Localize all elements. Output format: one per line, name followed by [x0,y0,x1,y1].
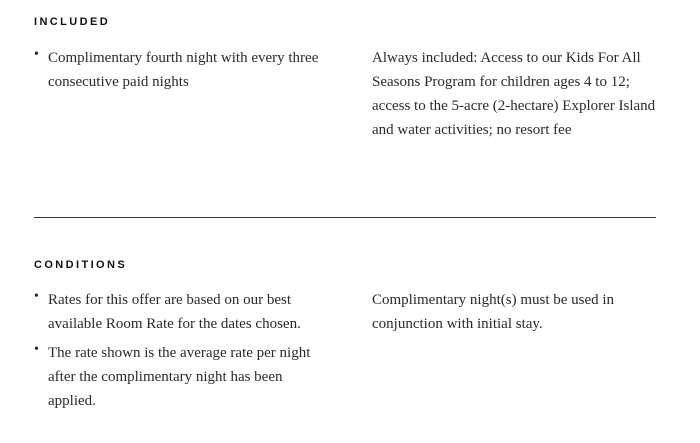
conditions-heading: CONDITIONS [34,259,128,271]
included-note-column [372,46,662,142]
conditions-list-column [34,288,334,418]
included-list-item: • Complimentary fourth night with every three consecutive paid nights [34,46,334,94]
conditions-list-item: • The rate shown is the average rate per night after the complimentary night has been applied. [34,341,334,413]
included-note: Always included: Access to our Kids For All Seasons Program for children ages 4 to 12; access to the 5-acre (2-hectare) Explorer Island and water activities; no resort fee [372,50,656,138]
section-divider [34,217,656,218]
conditions-note-column [372,288,662,336]
conditions-list [34,288,334,413]
conditions-list-item: • Rates for this offer are based on our best available Room Rate for the dates chosen. [34,288,334,336]
included-heading: INCLUDED [34,16,111,28]
included-list-column [34,46,334,99]
included-list [34,46,334,94]
conditions-note: Complimentary night(s) must be used in conjunction with initial stay. [372,292,615,332]
